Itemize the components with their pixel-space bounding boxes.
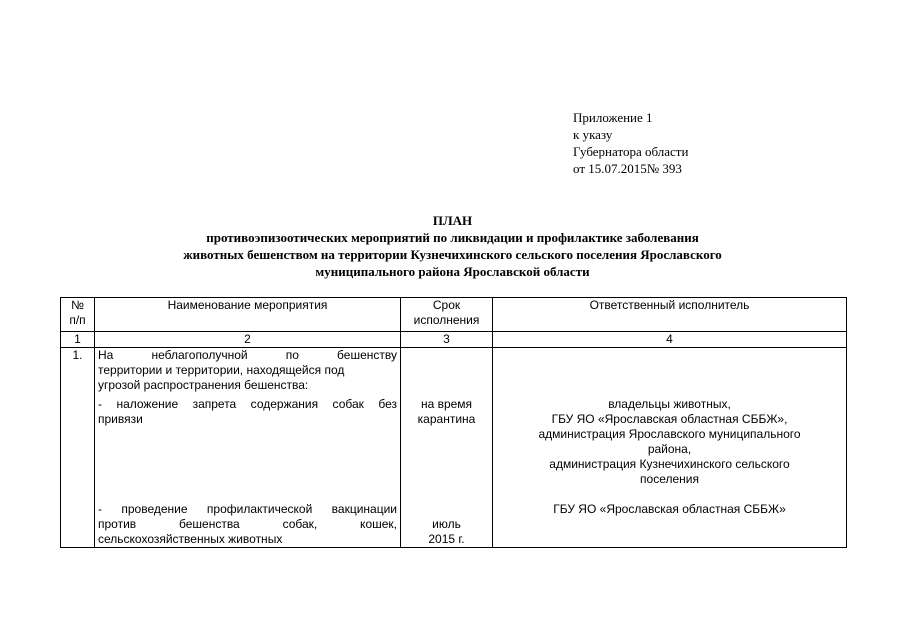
responsible-line: владельцы животных, (608, 397, 731, 411)
header-num-line1: № (71, 298, 84, 312)
header-term (401, 298, 493, 332)
intro-line: На неблагополучной по бешенству (98, 348, 397, 362)
term-line: июль (432, 517, 461, 531)
header-num (61, 298, 95, 332)
responsible-line: администрация Ярославского муниципального (538, 427, 801, 441)
activity-line: против бешенства собак, кошек, (98, 517, 397, 531)
column-number: 2 (95, 332, 401, 348)
title-line: противоэпизоотических мероприятий по ликвидации и профилактике заболевания (206, 230, 699, 245)
term-cell (401, 348, 493, 548)
responsible-line: ГБУ ЯО «Ярославская областная СББЖ» (553, 502, 786, 516)
activity-line: сельскохозяйственных животных (98, 532, 283, 546)
responsible-line: ГБУ ЯО «Ярославская областная СББЖ», (551, 412, 788, 426)
activity-cell (95, 348, 401, 548)
annex-block (573, 109, 688, 177)
activity-line: - проведение профилактической вакцинации (98, 502, 397, 516)
column-numbers-row (61, 332, 847, 348)
column-number: 4 (493, 332, 847, 348)
responsible-line: поселения (640, 472, 699, 486)
header-responsible: Ответственный исполнитель (493, 298, 847, 332)
header-term-line1: Срок (432, 298, 461, 312)
table-row (61, 348, 847, 548)
responsible-line: района, (647, 442, 692, 456)
annex-line: Губернатора области (573, 144, 689, 159)
title-line: животных бешенством на территории Кузнечихинского сельского поселения Ярославского (183, 247, 722, 262)
intro-line: угрозой распространения бешенства: (98, 378, 309, 392)
column-number: 1 (61, 332, 95, 348)
term-line: 2015 г. (428, 532, 465, 546)
activity-line: - наложение запрета содержания собак без (98, 397, 397, 411)
responsible-cell (493, 348, 847, 548)
intro-line: территории и территории, находящейся под (98, 363, 345, 377)
document-title (60, 212, 845, 280)
header-name: Наименование мероприятия (95, 298, 401, 332)
title-line: муниципального района Ярославской области (315, 264, 590, 279)
term-line: на время (420, 397, 473, 411)
activity-item-1 (98, 393, 397, 427)
row-number: 1. (61, 348, 95, 548)
activity-line: привязи (98, 412, 143, 426)
spacer (496, 348, 843, 397)
spacer (404, 427, 489, 517)
term-line: карантина (417, 412, 476, 426)
annex-line: к указу (573, 127, 613, 142)
spacer (496, 487, 843, 502)
spacer (404, 348, 489, 397)
header-term-line2: исполнения (413, 313, 480, 327)
header-num-line2: п/п (69, 313, 86, 327)
table-header-row (61, 298, 847, 332)
plan-table (60, 297, 847, 548)
column-number: 3 (401, 332, 493, 348)
annex-line: Приложение 1 (573, 110, 653, 125)
title-line: ПЛАН (432, 213, 473, 228)
activity-item-2 (98, 502, 397, 547)
spacer (98, 427, 397, 502)
responsible-line: администрация Кузнечихинского сельского (549, 457, 790, 471)
annex-line: от 15.07.2015№ 393 (573, 161, 682, 176)
